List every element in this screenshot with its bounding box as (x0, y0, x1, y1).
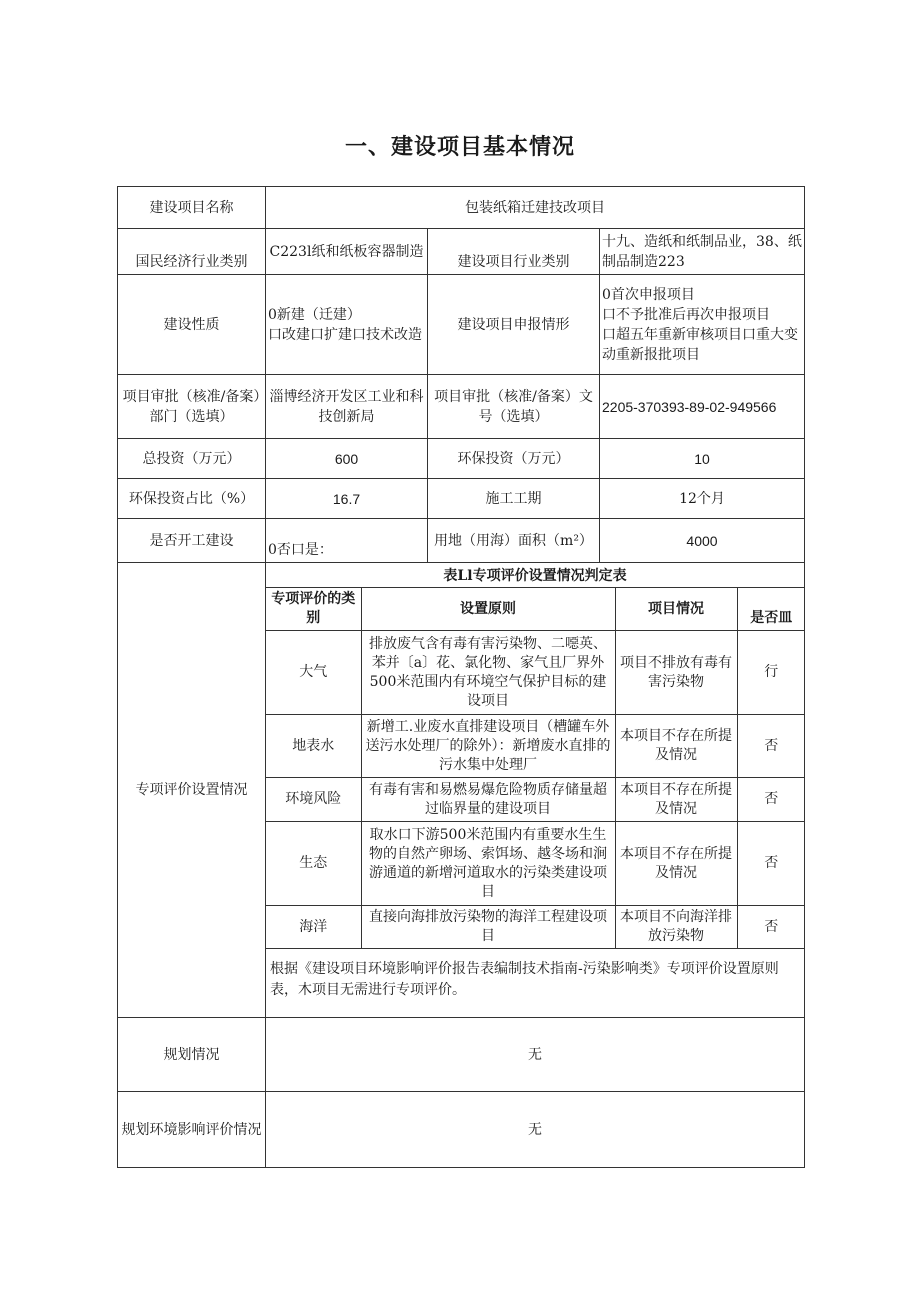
planning-value: 无 (266, 1018, 805, 1092)
row-nature (118, 275, 805, 375)
special-eval-conclusion: 根据《建设项目环境影响评价报告表编制技术指南-污染影响类》专项评价设置原则表，木项目无需进行专项评价。 (270, 961, 779, 998)
principle-cell: 取水口下游500米范围内有重要水生生物的自然产卵场、索饵场、越冬场和涧游通道的新增河道取水的污染类建设项目 (361, 822, 615, 906)
principle-cell: 排放废气含有毒有害污染物、二噁英、苯并〔a〕花、氯化物、家气且厂界外500米范围内有环境空气保护目标的建设项目 (361, 631, 615, 715)
env-investment-label: 环保投资（万元） (428, 439, 600, 479)
header-category: 专项评价的类别 (266, 588, 361, 631)
total-investment-label: 总投资（万元） (118, 439, 266, 479)
situation-cell: 本项目不存在所提及情况 (615, 715, 737, 778)
application-label: 建设项目申报情形 (428, 275, 600, 375)
table-row (266, 822, 805, 906)
approval-no-value: 2205-370393-89-02-949566 (600, 375, 805, 439)
special-eval-cell (266, 563, 805, 1018)
planning-eia-label: 规划环境影响评价情况 (118, 1092, 266, 1168)
row-approval (118, 375, 805, 439)
industry-value: C223l纸和纸板容器制造 (266, 229, 428, 275)
category-cell: 海洋 (266, 906, 361, 949)
section-title: 一、建设项目基本情况 (344, 135, 575, 160)
result-cell: 否 (737, 822, 805, 906)
construction-period-value: 12个月 (600, 479, 805, 519)
special-eval-header-row (266, 588, 805, 631)
construction-period-label: 施工工期 (428, 479, 600, 519)
special-eval-caption: 表Ll专项评价设置情况判定表 (443, 568, 627, 584)
table-row (266, 778, 805, 822)
row-investment (118, 439, 805, 479)
situation-cell: 本项目不存在所提及情况 (615, 822, 737, 906)
env-ratio-label: 环保投资占比（%） (118, 479, 266, 519)
nature-label: 建设性质 (118, 275, 266, 375)
row-planning (118, 1018, 805, 1092)
table-row (266, 906, 805, 949)
basic-info-table (117, 186, 805, 1168)
started-value: 0否口是： (266, 519, 428, 563)
category-cell: 地表水 (266, 715, 361, 778)
table-row (266, 715, 805, 778)
row-industry (118, 229, 805, 275)
header-situation: 项目情况 (615, 588, 737, 631)
category-cell: 大气 (266, 631, 361, 715)
project-industry-value: 十九、造纸和纸制品业，38、纸制品制造223 (600, 229, 805, 275)
approval-dept-label: 项目审批（核准/备案）部门（选填） (118, 375, 266, 439)
land-area-label: 用地（用海）面积（m²） (428, 519, 600, 563)
row-ratio (118, 479, 805, 519)
application-value: 0首次申报项目 口不予批准后再次申报项目 口超五年重新审核项目口重大变动重新报批项目 (600, 275, 805, 375)
project-name-value: 包装纸箱迁建技改项目 (266, 187, 805, 229)
result-cell: 否 (737, 778, 805, 822)
env-ratio-value: 16.7 (266, 479, 428, 519)
approval-dept-value: 淄博经济开发区工业和科技创新局 (266, 375, 428, 439)
planning-eia-value: 无 (266, 1092, 805, 1168)
category-cell: 环境风险 (266, 778, 361, 822)
approval-no-label: 项目审批（核准/备案）文号（选填） (428, 375, 600, 439)
env-investment-value: 10 (600, 439, 805, 479)
industry-label: 国民经济行业类别 (118, 229, 266, 275)
header-principle: 设置原则 (361, 588, 615, 631)
result-cell: 否 (737, 906, 805, 949)
project-industry-label: 建设项目行业类别 (428, 229, 600, 275)
special-eval-table (266, 587, 805, 949)
category-cell: 生态 (266, 822, 361, 906)
situation-cell: 本项目不向海洋排放污染物 (615, 906, 737, 949)
situation-cell: 本项目不存在所提及情况 (615, 778, 737, 822)
result-cell: 否 (737, 715, 805, 778)
started-label: 是否开工建设 (118, 519, 266, 563)
land-area-value: 4000 (600, 519, 805, 563)
row-special-eval (118, 563, 805, 1018)
nature-value: 0新建（迁建） 口改建口扩建口技术改造 (266, 275, 428, 375)
table-row (266, 631, 805, 715)
header-result: 是否皿 (737, 588, 805, 631)
planning-label: 规划情况 (118, 1018, 266, 1092)
special-eval-label: 专项评价设置情况 (118, 563, 266, 1018)
principle-cell: 直接向海排放污染物的海洋工程建设项目 (361, 906, 615, 949)
project-name-label: 建设项目名称 (118, 187, 266, 229)
total-investment-value: 600 (266, 439, 428, 479)
row-project-name (118, 187, 805, 229)
principle-cell: 有毒有害和易燃易爆危险物质存储量超过临界量的建设项目 (361, 778, 615, 822)
result-cell: 行 (737, 631, 805, 715)
situation-cell: 项目不排放有毒有害污染物 (615, 631, 737, 715)
principle-cell: 新增工.业废水直排建设项目（槽罐车外送污水处理厂的除外）：新增废水直排的污水集中处理厂 (361, 715, 615, 778)
row-started (118, 519, 805, 563)
row-planning-eia (118, 1092, 805, 1168)
